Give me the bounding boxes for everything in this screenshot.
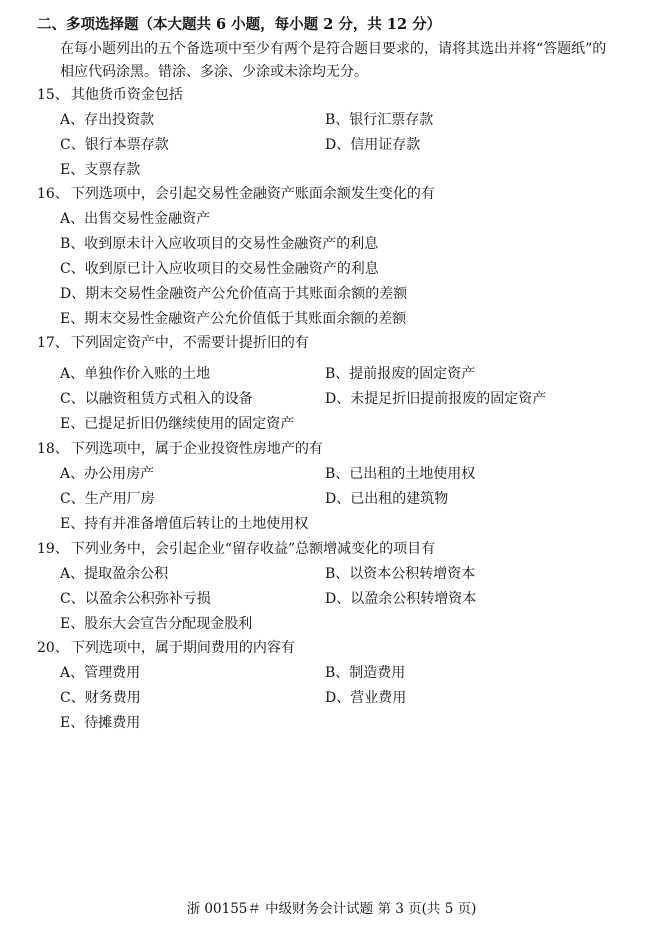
option-d: D、信用证存款 [325, 137, 421, 153]
option-d: D、未提足折旧提前报废的固定资产 [325, 391, 547, 407]
option-a: A、单独作价入账的土地 [60, 366, 211, 382]
question-20 [37, 636, 627, 736]
question-18 [37, 437, 627, 537]
option-e: E、支票存款 [60, 162, 141, 178]
option-d: D、已出租的建筑物 [325, 491, 449, 507]
option-e: E、待摊费用 [60, 715, 141, 731]
section-title: 二、多项选择题（本大题共 6 小题，每小题 2 分，共 12 分） [37, 16, 442, 33]
option-e: E、持有并准备增值后转让的土地使用权 [60, 516, 309, 532]
question-text: 其他货币资金包括 [70, 87, 183, 103]
option-d: D、期末交易性金融资产公允价值高于其账面余额的差额 [60, 286, 408, 302]
option-list [37, 108, 627, 183]
question-stem [37, 83, 627, 108]
question-text: 下列选项中，会引起交易性金融资产账面余额发生变化的有 [70, 186, 435, 202]
option-list [37, 362, 627, 437]
option-a: A、管理费用 [60, 665, 141, 681]
option-b: B、以资本公积转增资本 [325, 566, 476, 582]
option-c: C、财务费用 [60, 690, 141, 706]
question-text: 下列选项中，属于企业投资性房地产的有 [70, 441, 323, 457]
option-list [37, 562, 627, 637]
option-c: C、生产用厂房 [60, 491, 155, 507]
question-number: 17、 [37, 335, 69, 351]
option-a: A、存出投资款 [60, 112, 155, 128]
option-c: C、收到原已计入应收项目的交易性金融资产的利息 [60, 261, 379, 277]
question-stem [37, 182, 627, 207]
question-stem [37, 331, 627, 356]
option-b: B、已出租的土地使用权 [325, 466, 476, 482]
question-16 [37, 182, 627, 332]
option-b: B、制造费用 [325, 665, 406, 681]
option-e: E、股东大会宣告分配现金股利 [60, 616, 253, 632]
question-text: 下列固定资产中，不需要计提折旧的有 [70, 335, 309, 351]
question-stem [37, 537, 627, 562]
question-15 [37, 83, 627, 183]
option-list [37, 462, 627, 537]
option-a: A、办公用房产 [60, 466, 155, 482]
page-footer: 浙 00155＃ 中级财务会计试题 第 3 页(共 5 页) [186, 901, 477, 917]
question-17 [37, 331, 627, 437]
option-a: A、出售交易性金融资产 [60, 211, 211, 227]
option-b: B、收到原未计入应收项目的交易性金融资产的利息 [60, 236, 379, 252]
question-number: 19、 [37, 541, 69, 557]
question-stem [37, 636, 627, 661]
option-b: B、提前报废的固定资产 [325, 366, 476, 382]
option-c: C、以融资租赁方式租入的设备 [60, 391, 253, 407]
question-number: 20、 [37, 640, 69, 656]
option-d: D、营业费用 [325, 690, 407, 706]
option-e: E、期末交易性金融资产公允价值低于其账面余额的差额 [60, 311, 407, 327]
question-number: 15、 [37, 87, 69, 103]
question-stem [37, 437, 627, 462]
option-c: C、银行本票存款 [60, 137, 169, 153]
question-number: 18、 [37, 441, 69, 457]
question-text: 下列业务中，会引起企业“留存收益”总额增减变化的项目有 [70, 541, 436, 557]
section-instructions: 在每小题列出的五个备选项中至少有两个是符合题目要求的，请将其选出并将“答题纸”的相应代码涂黑。错涂、多涂、少涂或未涂均无分。 [60, 41, 607, 80]
question-text: 下列选项中，属于期间费用的内容有 [70, 640, 295, 656]
option-b: B、银行汇票存款 [325, 112, 434, 128]
option-list [37, 661, 627, 736]
option-list [37, 207, 627, 332]
question-19 [37, 537, 627, 637]
option-a: A、提取盈余公积 [60, 566, 169, 582]
option-e: E、已提足折旧仍继续使用的固定资产 [60, 416, 295, 432]
option-d: D、以盈余公积转增资本 [325, 591, 477, 607]
question-number: 16、 [37, 186, 69, 202]
option-c: C、以盈余公积弥补亏损 [60, 591, 211, 607]
